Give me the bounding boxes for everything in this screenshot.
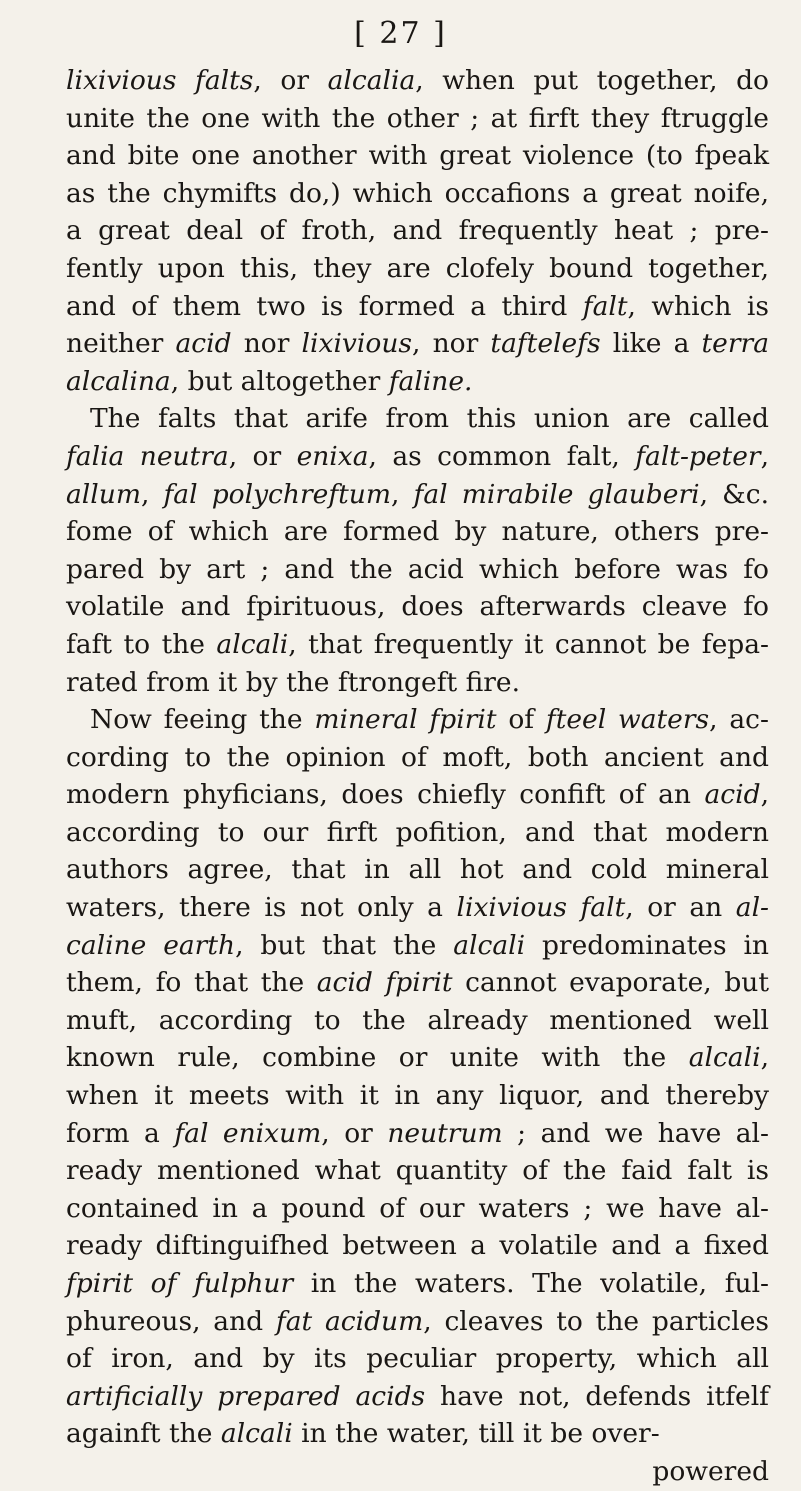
text-line <box>66 400 769 438</box>
text-run: ; and we have al- <box>502 1117 769 1149</box>
text-run: , <box>140 478 164 510</box>
italic-run: acid fpirit <box>316 967 453 999</box>
text-run: , when put together, do <box>415 65 769 96</box>
text-run: , cleaves to the particles <box>423 1305 770 1337</box>
italic-run: taftelefs <box>490 328 601 360</box>
text-run: fently upon this, they are clofely bound together, <box>66 252 769 284</box>
text-line <box>66 776 769 814</box>
text-line <box>66 212 769 250</box>
text-line <box>66 250 769 288</box>
text-line <box>66 626 769 664</box>
text-run: phureous, and <box>66 1305 276 1337</box>
text-line <box>66 438 769 476</box>
text-line <box>66 175 769 213</box>
text-run: in the water, till it be over- <box>292 1418 660 1450</box>
text-run: , nor <box>412 328 491 360</box>
text-run: pared by art ; and the acid which before was fo <box>66 553 769 585</box>
text-run: nor <box>231 328 302 360</box>
text-line <box>66 889 769 927</box>
text-line <box>66 1227 769 1265</box>
text-line <box>66 927 769 965</box>
italic-run: alcalia <box>327 65 416 96</box>
text-run: have not, defends itfelf <box>425 1380 769 1412</box>
text-run: , <box>760 779 769 811</box>
italic-run: faline. <box>388 365 473 397</box>
text-run: , ac- <box>709 704 769 736</box>
italic-run: fal enixum <box>174 1117 322 1149</box>
text-run: authors agree, that in all hot and cold mineral <box>66 854 769 886</box>
text-line <box>66 664 769 702</box>
italic-run: acid <box>175 328 232 360</box>
page-number: [ 27 ] <box>354 16 447 51</box>
text-line <box>66 100 769 138</box>
text-line <box>66 588 769 626</box>
text-line <box>66 1340 769 1378</box>
text-run: known rule, combine or unite with the <box>66 1042 689 1074</box>
text-run: , <box>760 1042 769 1074</box>
italic-run: enixa <box>296 440 369 472</box>
text-run: volatile and fpirituous, does afterwards cleave fo <box>66 591 769 623</box>
italic-run: alcali <box>688 1042 761 1074</box>
text-run: predominates in <box>525 929 769 961</box>
text-run: againft the <box>66 1418 221 1450</box>
text-line <box>66 1303 769 1341</box>
italic-run: lixivious <box>301 328 412 360</box>
text-run: them, fo that the <box>66 967 317 999</box>
text-run: , which is <box>627 290 769 322</box>
text-run: of iron, and by its peculiar property, which all <box>66 1343 769 1375</box>
italic-run: neutrum <box>387 1117 503 1149</box>
text-run: in the waters. The volatile, ful- <box>293 1268 770 1299</box>
text-line <box>66 1265 769 1303</box>
text-line <box>66 1039 769 1077</box>
italic-run: alcali <box>453 929 526 961</box>
italic-run: alcalina <box>66 365 171 397</box>
text-line <box>66 476 769 514</box>
text-line <box>66 1152 769 1190</box>
italic-run: alcali <box>216 628 289 660</box>
italic-run: alcali <box>220 1418 293 1450</box>
text-run: a great deal of froth, and frequently heat ; pre- <box>66 215 769 247</box>
italic-run: fteel waters <box>545 704 710 736</box>
text-run: neither <box>66 328 176 360</box>
italic-run: fal polychreftum <box>163 478 391 510</box>
italic-run: fat acidum <box>275 1305 424 1337</box>
text-run: cannot evaporate, but <box>452 967 770 999</box>
text-line <box>66 62 769 100</box>
text-run: Now feeing the <box>90 704 315 736</box>
text-line <box>66 137 769 175</box>
text-line <box>66 288 769 326</box>
text-run: faft to the <box>66 628 217 660</box>
text-run: and bite one another with great violence (to fpeak <box>66 140 769 172</box>
text-run: according to our firft pofition, and that modern <box>66 816 769 848</box>
italic-run: allum <box>66 478 141 510</box>
text-run: , as common falt, <box>368 440 636 472</box>
italic-run: fal mirabile glauberi <box>413 478 700 510</box>
text-run: fome of which are formed by nature, others pre- <box>66 516 769 548</box>
text-run: cording to the opinion of moft, both ancient and <box>66 741 769 773</box>
italic-run: acid <box>704 779 761 811</box>
italic-run: falt-peter <box>635 440 761 472</box>
text-line <box>66 551 769 589</box>
text-line <box>66 701 769 739</box>
catchword <box>66 1453 769 1491</box>
text-line <box>66 1415 769 1453</box>
text-run: , or an <box>625 892 736 924</box>
text-run: , <box>390 478 414 510</box>
text-run: muft, according to the already mentioned well <box>66 1004 769 1036</box>
text-run: , <box>760 440 769 472</box>
text-line <box>66 1002 769 1040</box>
text-run: ready diftinguifhed between a volatile and a fixed <box>66 1230 769 1262</box>
italic-run: fpirit of fulphur <box>66 1268 294 1299</box>
italic-run: falt <box>582 290 628 322</box>
text-line <box>66 363 769 401</box>
italic-run: falia neutra <box>66 440 229 472</box>
text-line <box>66 851 769 889</box>
text-run: , &c. <box>699 478 769 510</box>
body-text <box>66 62 769 1491</box>
text-run: modern phyficians, does chiefly confift of an <box>66 779 705 811</box>
italic-run: lixivious falts <box>66 65 254 96</box>
text-run: , or <box>321 1117 388 1149</box>
text-line <box>66 325 769 363</box>
text-run: of <box>496 704 546 736</box>
italic-run: mineral fpirit <box>314 704 497 736</box>
text-line <box>66 1077 769 1115</box>
italic-run: artificially prepared acids <box>66 1380 426 1412</box>
text-run: rated from it by the ftrongeft fire. <box>66 666 521 698</box>
text-line <box>66 513 769 551</box>
text-line <box>66 739 769 777</box>
italic-run: lixivious falt <box>456 892 626 924</box>
text-run: , that frequently it cannot be fepa- <box>288 628 769 660</box>
text-run: The falts that arife from this union are called <box>90 403 769 435</box>
text-run: contained in a pound of our waters ; we have al- <box>66 1192 769 1224</box>
text-run: and of them two is formed a third <box>66 290 583 322</box>
text-line <box>66 964 769 1002</box>
text-run: like a <box>600 328 702 360</box>
italic-run: terra <box>701 328 769 360</box>
text-run: powered <box>652 1455 769 1487</box>
text-line <box>66 1378 769 1416</box>
text-run: , or <box>253 65 328 96</box>
text-line <box>66 1115 769 1153</box>
text-run: unite the one with the other ; at firft they ftruggle <box>66 102 769 134</box>
text-run: , but that the <box>235 929 454 961</box>
text-run: waters, there is not only a <box>66 892 457 924</box>
text-line <box>66 814 769 852</box>
text-run: as the chymifts do,) which occafions a great noife, <box>66 177 769 209</box>
text-run: ready mentioned what quantity of the faid falt is <box>66 1155 769 1187</box>
italic-run: caline earth <box>66 929 236 961</box>
text-run: , or <box>228 440 297 472</box>
text-run: , but altogether <box>170 365 389 397</box>
text-run: form a <box>66 1117 175 1149</box>
text-line <box>66 1190 769 1228</box>
text-run: when it meets with it in any liquor, and thereby <box>66 1080 769 1112</box>
italic-run: al- <box>735 892 770 924</box>
